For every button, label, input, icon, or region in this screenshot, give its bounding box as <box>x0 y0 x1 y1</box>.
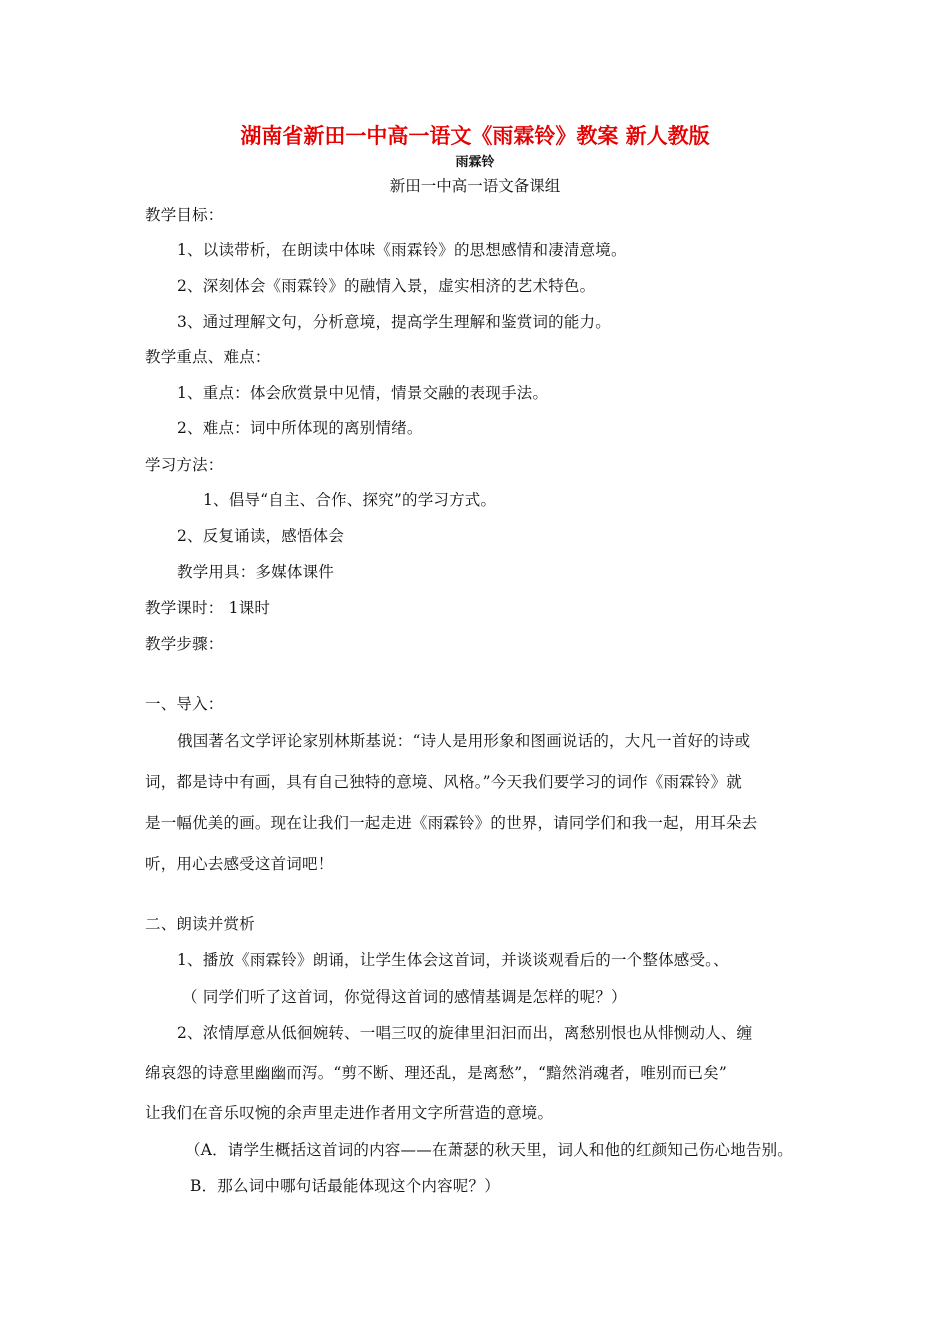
section-2-line: 绵哀怨的诗意里幽幽而泻。“剪不断、理还乱，是离愁”，“黯然消魂者，唯别而已矣” <box>145 1064 727 1082</box>
section-2-line: （A．请学生概括这首词的内容——在萧瑟的秋天里，词人和他的红颜知己伤心地告别。 <box>185 1141 793 1159</box>
section-2-line: 1、播放《雨霖铃》朗诵，让学生体会这首词，并谈谈观看后的一个整体感受。、 <box>177 951 729 969</box>
section-2-line: （ 同学们听了这首词，你觉得这首词的感情基调是怎样的呢？） <box>182 988 627 1006</box>
document-author: 新田一中高一语文备课组 <box>389 177 561 195</box>
section-1-line: 听，用心去感受这首词吧！ <box>145 855 334 873</box>
section-2-line: B．那么词中哪句话最能体现这个内容呢？） <box>190 1177 500 1195</box>
method-item: 2、反复诵读，感悟体会 <box>177 527 345 545</box>
section-1-line: 是一幅优美的画。现在让我们一起走进《雨霖铃》的世界，请同学们和我一起，用耳朵去 <box>145 814 758 832</box>
section-2-line: 2、浓情厚意从低徊婉转、一唱三叹的旋律里汩汩而出，离愁别恨也从悱恻动人、缠 <box>177 1024 753 1042</box>
document-subtitle: 雨霖铃 <box>455 155 495 170</box>
teaching-tools: 教学用具：多媒体课件 <box>177 563 335 581</box>
section-1-heading: 一、导入： <box>145 695 224 713</box>
method-item: 1、倡导“自主、合作、探究”的学习方式。 <box>203 491 497 509</box>
objective-item: 1、以读带析，在朗读中体味《雨霖铃》的思想感情和凄清意境。 <box>177 241 627 259</box>
section-2-line: 让我们在音乐叹惋的余声里走进作者用文字所营造的意境。 <box>145 1104 554 1122</box>
section-2-heading: 二、朗读并赏析 <box>145 915 255 933</box>
steps-heading: 教学步骤： <box>145 635 224 653</box>
objective-item: 2、深刻体会《雨霖铃》的融情入景，虚实相济的艺术特色。 <box>177 277 596 295</box>
keypoint-item: 2、难点：词中所体现的离别情绪。 <box>177 419 423 437</box>
objective-item: 3、通过理解文句，分析意境，提高学生理解和鉴赏词的能力。 <box>177 313 611 331</box>
objectives-heading: 教学目标： <box>145 206 224 224</box>
section-1-line: 俄国著名文学评论家别林斯基说：“诗人是用形象和图画说话的，大凡一首好的诗或 <box>177 732 751 750</box>
teaching-hours: 教学课时： 1课时 <box>145 599 271 617</box>
section-1-line: 词，都是诗中有画，具有自己独特的意境、风格。”今天我们要学习的词作《雨霖铃》就 <box>145 773 742 791</box>
keypoint-item: 1、重点：体会欣赏景中见情，情景交融的表现手法。 <box>177 384 549 402</box>
methods-heading: 学习方法： <box>145 456 224 474</box>
keypoints-heading: 教学重点、难点： <box>145 348 271 366</box>
document-title: 湖南省新田一中高一语文《雨霖铃》教案 新人教版 <box>240 124 710 148</box>
